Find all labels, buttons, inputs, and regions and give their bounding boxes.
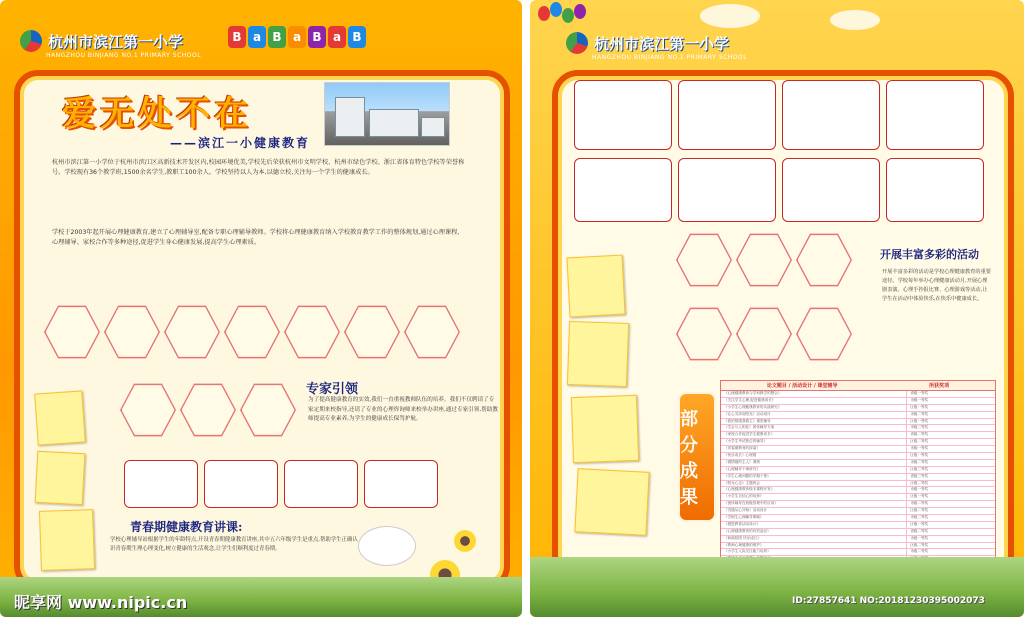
banner-letter: a — [248, 26, 266, 48]
photo-card — [204, 460, 278, 508]
table-cell-title: 《小学生自信心的培养》 — [721, 494, 907, 500]
table-cell-award: 区级二等奖 — [910, 439, 929, 444]
school-emblem-icon — [566, 32, 588, 54]
table-cell-title: 《快乐成长》心理剧 — [721, 453, 907, 459]
table-cell-title: 《心理健康教育的有效途径》 — [721, 529, 907, 535]
table-cell-title: 《学生心理问题的早期干预》 — [721, 474, 907, 480]
table-cell-award: 省级一等奖 — [910, 391, 929, 395]
photo-card — [124, 460, 198, 508]
table-cell-title: 《学会与人相处》团体辅导方案 — [721, 425, 907, 431]
table-cell-award: 区级一等奖 — [910, 521, 929, 526]
table-row — [721, 467, 995, 474]
table-header-cell: 所获奖项 — [929, 383, 950, 389]
banner-letter: a — [288, 26, 306, 48]
school-emblem-icon — [20, 30, 42, 52]
right-poster-panel — [530, 0, 1024, 617]
photo-card — [782, 80, 880, 150]
table-cell-title: 《我的情绪我做主》课堂辅导 — [721, 419, 907, 425]
balloon-icon — [574, 4, 586, 19]
table-cell-award: 区级二等奖 — [910, 508, 929, 513]
photo-card — [678, 158, 776, 222]
sunflower-icon — [454, 530, 476, 552]
table-row — [721, 439, 995, 446]
results-label: 部分成果 — [680, 409, 698, 508]
table-cell-award: 区级一等奖 — [910, 418, 929, 423]
photo-note — [35, 451, 86, 505]
table-cell-award: 区级二等奖 — [910, 480, 929, 485]
youth-paragraph: 学校心理辅导站根据学生的年龄特点,开设青春期健康教育讲座,其中五六年级学生是重点,帮助学生正确认识青春期生理心理变化,树立健康的生活观念,让学生们顺利度过青春期。 — [110, 537, 358, 552]
speech-bubble — [358, 526, 416, 566]
photo-note — [571, 395, 639, 463]
table-row — [721, 543, 995, 550]
table-row — [721, 529, 995, 536]
table-cell-title: 《心理辅导个案研究》 — [721, 467, 907, 473]
photo-card — [574, 80, 672, 150]
table-row — [721, 398, 995, 405]
photo-note — [39, 509, 95, 571]
table-cell-title: 《小学生人际交往能力培养》 — [721, 549, 907, 555]
table-cell-title: 《关注学生心理,促进健康成长》 — [721, 398, 907, 404]
table-cell-award: 市级二等奖 — [910, 501, 929, 506]
table-cell-award: 区级一等奖 — [910, 494, 929, 499]
table-cell-award: 区级一等奖 — [910, 453, 929, 458]
table-row — [721, 481, 995, 488]
table-cell-award: 区级一等奖 — [910, 404, 929, 409]
table-cell-award: 市级二等奖 — [910, 411, 929, 416]
table-row — [721, 425, 995, 432]
table-cell-title: 《教师心理健康的维护》 — [721, 543, 907, 549]
table-row — [721, 405, 995, 412]
table-cell-title: 《青春期教育的探索》 — [721, 446, 907, 452]
photo-note — [34, 390, 86, 445]
table-cell-title: 《家校合作促进学生健康成长》 — [721, 432, 907, 438]
balloon-icon — [550, 2, 562, 17]
table-row — [721, 522, 995, 529]
photo-card — [886, 80, 984, 150]
table-cell-title: 《团体辅导在班级管理中的应用》 — [721, 501, 907, 507]
table-row — [721, 391, 995, 398]
table-cell-title: 《阳光心态》主题班会 — [721, 481, 907, 487]
table-cell-title: 《心理健康教育校本课程开发》 — [721, 487, 907, 493]
table-row — [721, 515, 995, 522]
table-cell-title: 《做情绪的主人》课例 — [721, 460, 907, 466]
table-row — [721, 412, 995, 419]
left-school-name-en: HANGZHOU BINJIANG NO.1 PRIMARY SCHOOL — [46, 52, 202, 59]
table-cell-title: 《和谐校园 快乐成长》 — [721, 536, 907, 542]
photo-card — [678, 80, 776, 150]
photo-note — [567, 321, 629, 387]
activity-section-title: 开展丰富多彩的活动 — [880, 248, 979, 261]
table-row — [721, 460, 995, 467]
banner-letter: B — [308, 26, 326, 48]
intro-paragraph-1: 杭州市滨江第一小学位于杭州市滨江区高新技术开发区内,校园环境优美,学校先后荣获杭州市文明学校、杭州市绿色学校、浙江省体育特色学校等荣誉称号。学校现有36个教学班,1500余名学生,教职工100余人。学校坚持以人为本,以德立校,关注每一个学生的健康成长。 — [52, 159, 465, 177]
right-school-name: 杭州市滨江第一小学 — [594, 34, 730, 53]
table-row — [721, 474, 995, 481]
table-cell-award: 市级二等奖 — [910, 459, 929, 464]
table-row — [721, 453, 995, 460]
intro-paragraph-2: 学校于2003年起开展心理健康教育,建立了心理辅导室,配备专职心理辅导教师。学校将心理健康教育纳入学校教育教学工作的整体规划,通过心理课程、心理辅导、家校合作等多种途径,促进学生身心健康发展,提高学生心理素质。 — [52, 229, 464, 247]
table-cell-award: 市级一等奖 — [910, 397, 929, 402]
table-cell-award: 市级三等奖 — [910, 515, 929, 520]
table-row — [721, 446, 995, 453]
table-row — [721, 501, 995, 508]
table-cell-award: 市级一等奖 — [910, 487, 929, 492]
activity-paragraph: 开展丰富多彩的活动是学校心理健康教育的重要途径。学校每年举办心理健康活动月,开展心理剧表演、心理手抄报比赛、心理游戏等活动,让学生在活动中体验快乐,在快乐中健康成长。 — [882, 269, 991, 302]
photo-card — [364, 460, 438, 508]
banner-letter: B — [268, 26, 286, 48]
right-school-logo — [566, 32, 729, 54]
table-header-cell: 论文题目 / 活动设计 / 课堂辅导 — [766, 383, 838, 389]
expert-section-title: 专家引领 — [306, 382, 359, 397]
photo-card — [574, 158, 672, 222]
table-cell-title: 《心理健康教育与学科教学的整合》 — [721, 391, 907, 397]
balloon-icon — [538, 6, 550, 21]
photo-card — [782, 158, 880, 222]
table-row — [721, 508, 995, 515]
table-row — [721, 432, 995, 439]
table-cell-award: 区级三等奖 — [910, 466, 929, 471]
id-watermark: ID:27857641 NO:20181230395002073 — [792, 596, 985, 606]
table-cell-award: 省级二等奖 — [910, 528, 929, 533]
grass-ground — [530, 557, 1024, 617]
table-row — [721, 494, 995, 501]
table-cell-title: 《让心灵沐浴阳光》活动设计 — [721, 412, 907, 418]
banner-letter: B — [348, 26, 366, 48]
table-cell-title: 《小学生心理健康教育的实践研究》 — [721, 405, 907, 411]
table-row — [721, 487, 995, 494]
youth-section-title: 青春期健康教育讲课: — [130, 520, 243, 534]
left-school-name: 杭州市滨江第一小学 — [48, 32, 184, 51]
photo-card — [284, 460, 358, 508]
table-cell-title: 《学困生心理辅导策略》 — [721, 515, 907, 521]
photo-note — [574, 468, 649, 536]
table-cell-award: 区级二等奖 — [910, 542, 929, 547]
table-cell-title: 《感恩教育活动设计》 — [721, 522, 907, 528]
banner-letter: B — [228, 26, 246, 48]
awards-table — [720, 380, 996, 570]
poster-main-title: 爱无处不在 — [62, 94, 252, 134]
cloud-icon — [700, 4, 760, 28]
table-cell-award: 市级三等奖 — [910, 425, 929, 430]
cloud-icon — [830, 10, 880, 30]
results-badge — [678, 392, 716, 522]
poster-subtitle: ——滨江一小健康教育 — [170, 136, 311, 150]
table-cell-title: 《小学生考试焦虑的辅导》 — [721, 439, 907, 445]
table-row — [721, 419, 995, 426]
table-cell-award: 市级二等奖 — [910, 549, 929, 554]
table-cell-award: 省级三等奖 — [910, 473, 929, 478]
banner-letter: a — [328, 26, 346, 48]
table-row — [721, 549, 995, 556]
right-school-name-en: HANGZHOU BINJIANG NO.1 PRIMARY SCHOOL — [592, 54, 748, 61]
balloon-icon — [562, 8, 574, 23]
awards-table-header — [721, 381, 995, 391]
site-watermark: 昵享网 www.nipic.cn — [14, 593, 188, 612]
table-cell-award: 省级二等奖 — [910, 432, 929, 437]
table-cell-title: 《沟通从心开始》活动设计 — [721, 508, 907, 514]
table-row — [721, 536, 995, 543]
table-cell-award: 市级一等奖 — [910, 535, 929, 540]
photo-card — [886, 158, 984, 222]
photo-note — [566, 255, 625, 318]
left-school-logo — [20, 30, 183, 52]
letter-banner — [228, 26, 366, 48]
school-building-photo — [324, 82, 450, 146]
table-cell-award: 市级一等奖 — [910, 446, 929, 451]
expert-paragraph: 为了提高健康教育的实效,我们一直重视教师队伍的培养。我们不仅聘请了专家定期来校指导,还请了专业的心理咨询师来校举办讲座,通过专家引领,帮助教师提高专业素养,为学生的健康成长保驾护航。 — [308, 397, 498, 423]
